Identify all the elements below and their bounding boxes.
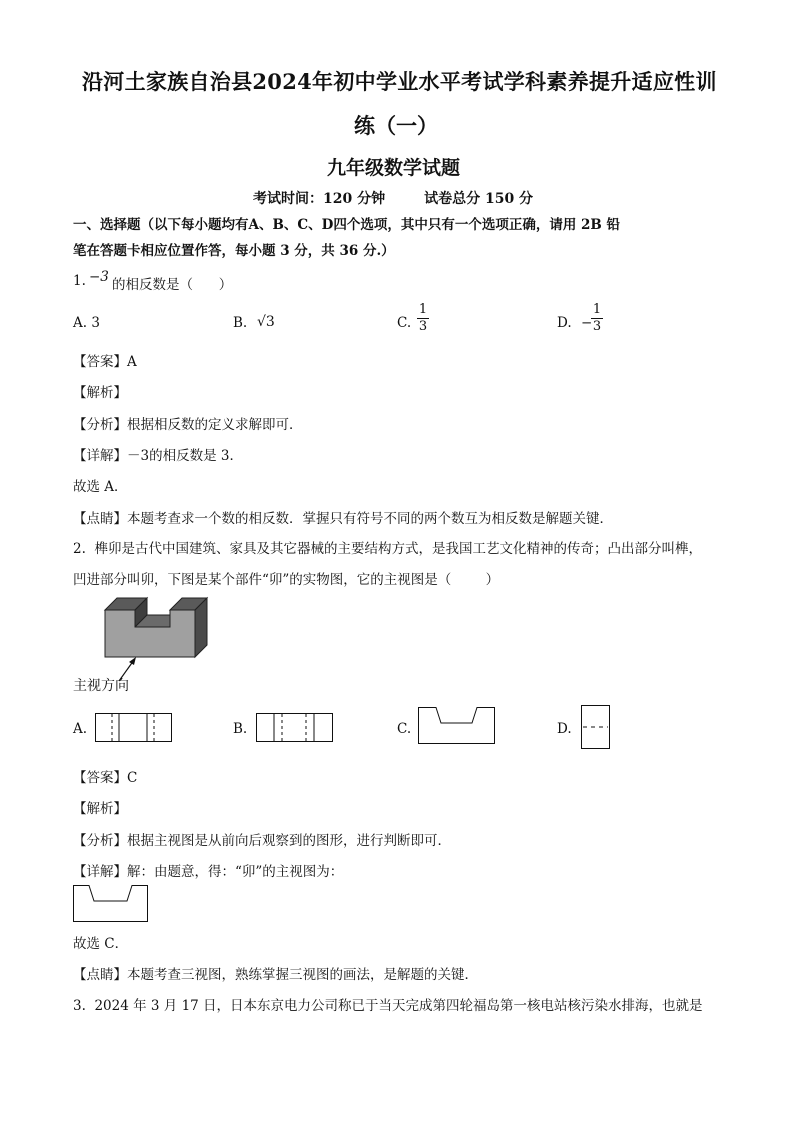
q2-dianjing [73, 963, 478, 983]
q1-analysis-tag: 【解析】 [73, 385, 127, 401]
q1-option-b-sqrt: √3 [257, 314, 275, 330]
q1-option-d-numerator: 1 [592, 302, 602, 317]
q1-fenxi [73, 413, 303, 433]
q1-xiangjie-text: －3的相反数是 3． [127, 448, 243, 464]
exam-info: 考试时间：120 分钟 试卷总分 150 分 [253, 191, 534, 207]
q1-dianjing [73, 507, 613, 527]
q2-stem-line2: 凹进部分叫卯，下图是某个部件“卯”的实物图，它的主视图是（ ） [73, 572, 500, 588]
q1-option-c-fraction [417, 303, 429, 334]
q2-fenxi [73, 829, 451, 849]
q2-option-a-label: A. [73, 721, 88, 737]
q2-dianjing-text: 本题考查三视图，熟练掌握三视图的画法，是解题的关键． [127, 967, 478, 983]
q2-fenxi-tag: 【分析】 [73, 833, 127, 849]
q2-analysis-tag: 【解析】 [73, 801, 127, 817]
q2-option-d-figure [581, 705, 613, 751]
exam-subtitle: 九年级数学试题 [327, 157, 461, 179]
q2-solution-figure [73, 885, 153, 925]
q1-option-d-label: D. [557, 315, 572, 331]
q1-fenxi-text: 根据相反数的定义求解即可． [127, 417, 303, 433]
q1-xiangjie [73, 444, 243, 464]
q1-option-b-label: B. [233, 315, 248, 331]
q1-xiangjie-tag: 【详解】 [73, 448, 127, 464]
q2-xiangjie-text: 解：由题意，得：“卯”的主视图为： [127, 864, 344, 880]
q2-choose: 故选 C． [73, 936, 129, 952]
q1-choose: 故选 A． [73, 479, 128, 495]
q1-answer-value: A [127, 354, 137, 370]
q1-stem: 的相反数是（ ） [112, 277, 233, 293]
q1-answer-tag: 【答案】 [73, 354, 127, 370]
q2-fenxi-text: 根据主视图是从前向后观察到的图形，进行判断即可． [127, 833, 451, 849]
q1-option-c-label: C. [397, 315, 412, 331]
q2-answer-value: C [127, 770, 138, 786]
exam-title-line2: 练（一） [354, 113, 438, 138]
q2-option-c-label: C. [397, 721, 412, 737]
q2-option-b-label: B. [233, 721, 248, 737]
q3-stem-line1: 3. 2024 年 3 月 17 日，日本东京电力公司称已于当天完成第四轮福岛第一核电站核污染水排海，也就是 [73, 998, 703, 1014]
q2-stem-line1: 2. 榫卯是古代中国建筑、家具及其它器械的主要结构方式，是我国工艺文化精神的传奇；凸出部分叫榫， [73, 541, 702, 557]
q2-answer-tag: 【答案】 [73, 770, 127, 786]
q1-option-c-denominator: 3 [418, 319, 428, 334]
q1-option-d-denominator: 3 [592, 319, 602, 334]
q1-dianjing-tag: 【点睛】 [73, 511, 127, 527]
q1-dianjing-text: 本题考查求一个数的相反数．掌握只有符号不同的两个数互为相反数是解题关键． [127, 511, 613, 527]
q2-option-b-figure [256, 713, 336, 743]
q1-expression: −3 [89, 269, 109, 285]
q1-answer [73, 350, 137, 370]
section-heading-line1: 一、选择题（以下每小题均有A、B、C、D四个选项，其中只有一个选项正确，请用 2B 铅 [73, 217, 621, 233]
q2-xiangjie-tag: 【详解】 [73, 864, 127, 880]
q1-option-d-sign: − [581, 315, 593, 331]
q2-answer [73, 766, 137, 786]
q2-dianjing-tag: 【点睛】 [73, 967, 127, 983]
q1-option-a: A. 3 [73, 315, 100, 331]
q1-fenxi-tag: 【分析】 [73, 417, 127, 433]
q1-option-d-fraction [591, 303, 603, 334]
view-direction-label: 主视方向 [73, 678, 129, 694]
q1-option-c-numerator: 1 [418, 302, 428, 317]
q2-option-c-figure [418, 707, 498, 747]
q1-number: 1. [73, 273, 86, 289]
exam-title-line1: 沿河土家族自治县2024年初中学业水平考试学科素养提升适应性训 [82, 69, 717, 94]
q2-option-d-label: D. [557, 721, 572, 737]
section-heading-line2: 笔在答题卡相应位置作答，每小题 3 分，共 36 分.） [73, 243, 395, 259]
q2-xiangjie [73, 860, 343, 880]
q2-option-a-figure [95, 713, 175, 743]
